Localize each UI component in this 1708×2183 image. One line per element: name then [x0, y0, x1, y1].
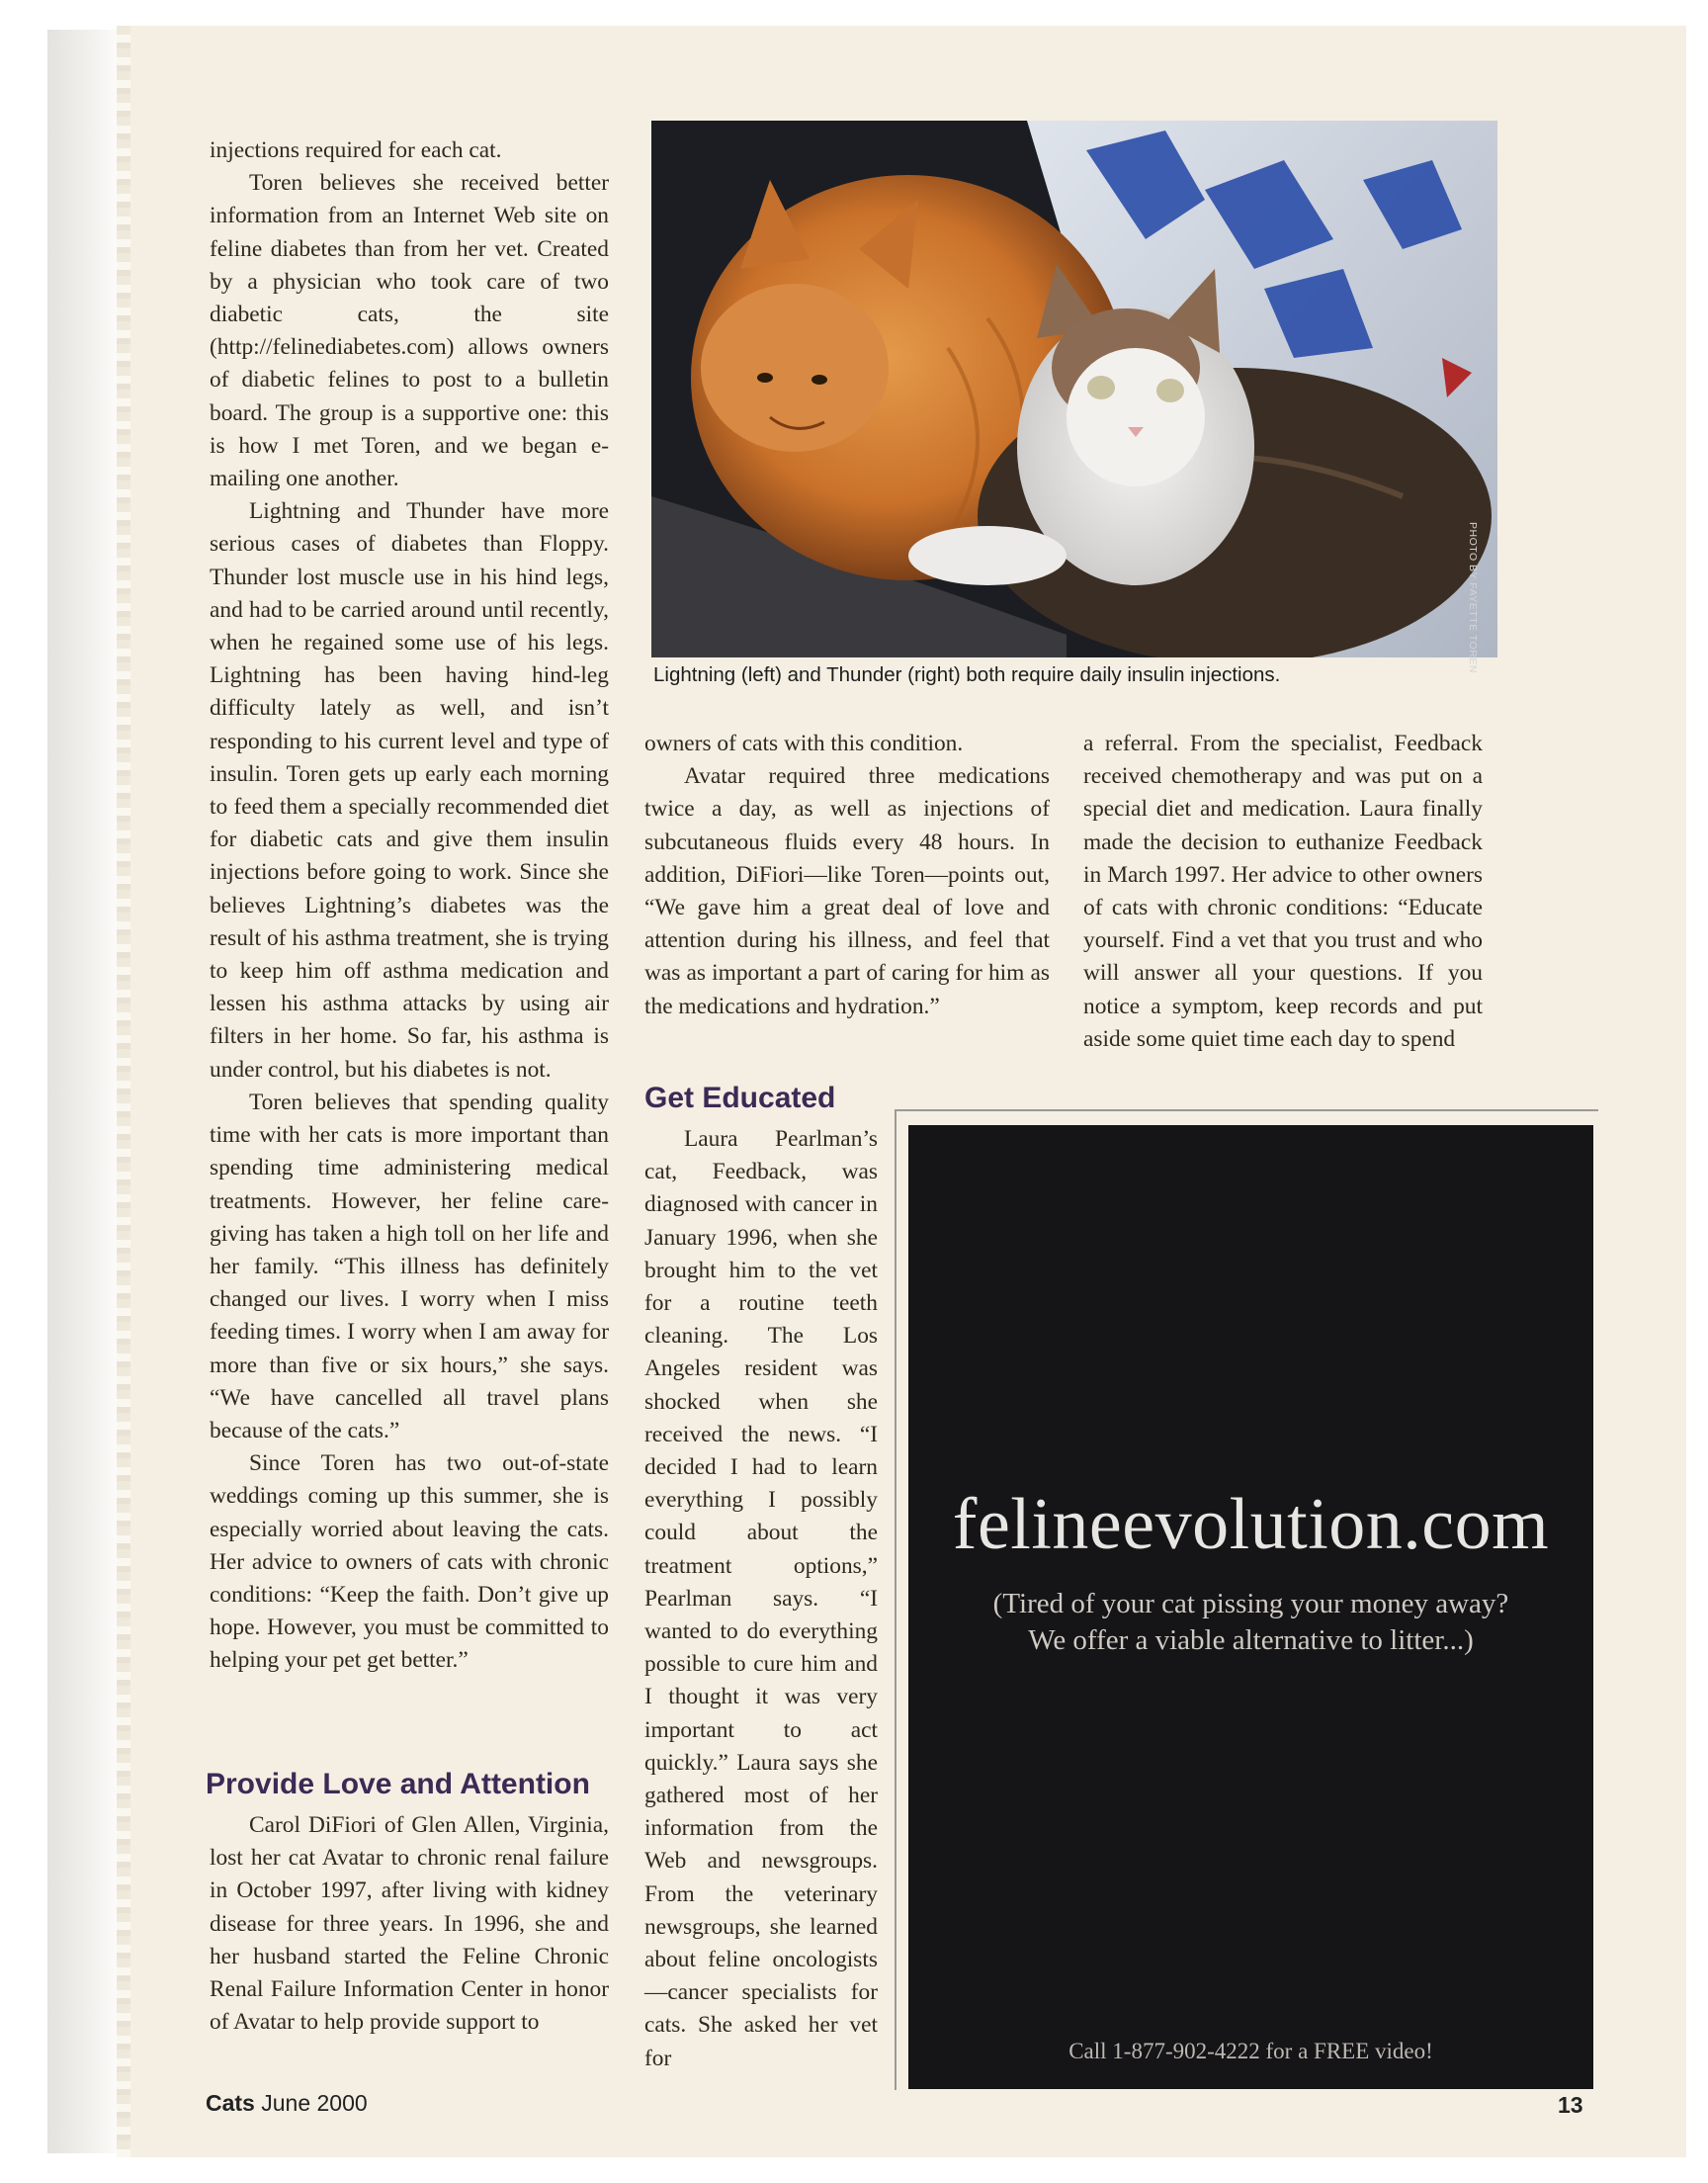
- torn-page-edge: [117, 26, 130, 2157]
- paragraph: Lightning and Thunder have more serious cases of diabetes than Floppy. Thunder lost muscle use in his hind legs, and had to be carried around until recently, when he regained some use of his legs. Lightning has been having hind-leg difficulty lately as well, and isn’t responding to his current level and type of insulin. Toren gets up early each morning to feed them a specially recommended diet for diabetic cats and give them insulin injections before going to work. Since she believes Lightning’s diabetes was the result of his asthma treatment, she is trying to keep him off asthma medication and lessen his asthma attacks by using air filters in her home. So far, his asthma is under control, but his diabetes is not.: [210, 498, 609, 1083]
- paragraph: a referral. From the specialist, Feedback received chemotherapy and was put on a special diet and medication. Laura finally made the decision to euthanize Feedback in March 1997. Her advice to other owners of cats with chronic conditions: “Educate yourself. Find a vet that you trust and who will answer all your questions. If you notice a symptom, keep records and put aside some quiet time each day to spend: [1083, 731, 1483, 1052]
- ad-tagline-line-1: (Tired of your cat pissing your money away?: [992, 1588, 1509, 1619]
- ad-border-left: [895, 1109, 897, 2090]
- paragraph: Carol DiFiori of Glen Allen, Virginia, lost her cat Avatar to chronic renal failure in October 1997, after living with kidney disease for three years. In 1996, she and her husband started the Feline Chronic Renal Failure Information Center in honor of Avatar to help provide support to: [210, 1812, 609, 2036]
- ad-url: felineevolution.com: [952, 1484, 1550, 1565]
- photo-caption: Lightning (left) and Thunder (right) both require daily insulin injections.: [653, 663, 1281, 686]
- footer-folio: [206, 2090, 368, 2117]
- left-column-continued: [210, 1809, 609, 2039]
- middle-column-continued: [644, 1123, 878, 2075]
- paragraph: Toren believes she received better information from an Internet Web site on feline diabetes than from her vet. Created by a physician who took care of two diabetic cats, the site (http://felinediabetes.com) allows owners of diabetic felines to post to a bulletin board. The group is a supportive one: this is how I met Toren, and we began e-mailing one another.: [210, 170, 609, 492]
- paragraph: injections required for each cat.: [210, 137, 502, 163]
- section-heading-get-educated: Get Educated: [644, 1082, 836, 1114]
- ad-border-top: [895, 1109, 1598, 1111]
- page-number: 13: [1558, 2092, 1583, 2118]
- middle-column: [644, 728, 1050, 1023]
- left-column: [210, 134, 609, 1678]
- ad-tagline-line-2: We offer a viable alternative to litter...): [1028, 1624, 1474, 1656]
- cats-photo-illustration: [651, 121, 1497, 673]
- paragraph: Avatar required three medications twice a day, as well as injections of subcutaneous fluids every 48 hours. In addition, DiFiori—like Toren—points out, “We gave him a great deal of love and attention during his illness, and feel that was as important a part of caring for him as the medications and hydration.”: [644, 763, 1050, 1019]
- section-heading-provide-love: Provide Love and Attention: [206, 1768, 590, 1800]
- scan-edge-shadow: [47, 30, 127, 2153]
- right-column: [1083, 728, 1483, 1056]
- paragraph: Since Toren has two out-of-state weddings coming up this summer, she is especially worried about leaving the cats. Her advice to owners of cats with chronic conditions: “Keep the faith. Don’t give up hope. However, you must be committed to helping your pet get better.”: [210, 1450, 609, 1674]
- ad-call-to-action: Call 1-877-902-4222 for a FREE video!: [1068, 2039, 1433, 2063]
- paragraph: owners of cats with this condition.: [644, 731, 964, 756]
- issue-date: June 2000: [261, 2090, 368, 2116]
- cats-photo: [651, 121, 1497, 673]
- ad-tagline: [908, 1586, 1593, 1659]
- paragraph: Laura Pearlman’s cat, Feedback, was diagnosed with cancer in January 1996, when she brought him to the vet for a routine teeth cleaning. The Los Angeles resident was shocked when she received the news. “I decided I had to learn everything I possibly could about the treatment options,” Pearlman says. “I wanted to do everything possible to cure him and I thought it was very important to act quickly.” Laura says she gathered most of her information from the Web and newsgroups. From the veterinary newsgroups, she learned about feline oncologists—cancer specialists for cats. She asked her vet for: [644, 1126, 878, 2071]
- paragraph: Toren believes that spending quality time with her cats is more important than spending time administering medical treatments. However, her feline care-giving has taken a high toll on her life and her family. “This illness has definitely changed our lives. I worry when I miss feeding times. I worry when I am away for more than five or six hours,” she says. “We have cancelled all travel plans because of the cats.”: [210, 1089, 609, 1443]
- magazine-name: Cats: [206, 2090, 255, 2116]
- advertisement: [908, 1125, 1593, 2089]
- photo-credit: PHOTO BY FAYETTE TOREN: [1467, 522, 1479, 673]
